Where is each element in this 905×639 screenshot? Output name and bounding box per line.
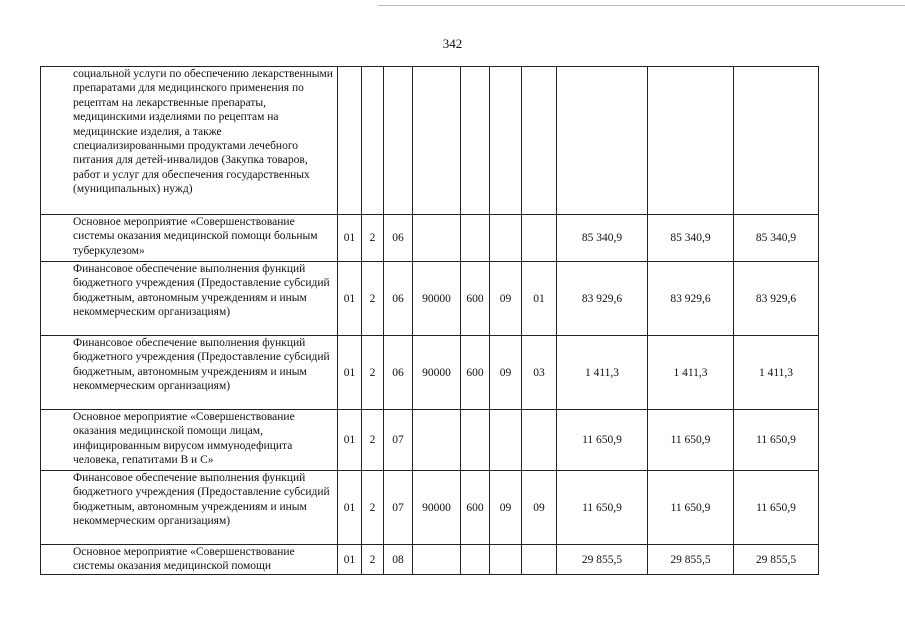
page-number: 342 <box>442 36 463 51</box>
code-subprogram: 2 <box>362 262 384 336</box>
code-expense-type <box>461 215 490 262</box>
amount-year-1: 11 650,9 <box>557 410 648 471</box>
code-section <box>490 67 522 215</box>
code-subsection <box>522 410 557 471</box>
amount-year-1: 85 340,9 <box>557 215 648 262</box>
row-description: Основное мероприятие «Совершенствование оказания медицинской помощи лицам, инфицированным вирусом иммунодефицита человека, гепатитами В и С» <box>41 410 338 471</box>
amount-year-2: 29 855,5 <box>648 545 734 575</box>
code-subsection: 01 <box>522 262 557 336</box>
amount-year-2: 11 650,9 <box>648 410 734 471</box>
amount-year-3 <box>734 67 819 215</box>
code-subprogram: 2 <box>362 336 384 410</box>
code-program: 01 <box>338 262 362 336</box>
amount-year-2: 85 340,9 <box>648 215 734 262</box>
amount-year-3: 11 650,9 <box>734 471 819 545</box>
table-row <box>41 545 819 575</box>
code-expense-type <box>461 410 490 471</box>
code-subprogram: 2 <box>362 545 384 575</box>
code-event: 08 <box>384 545 413 575</box>
code-subsection: 09 <box>522 471 557 545</box>
code-subprogram: 2 <box>362 471 384 545</box>
row-description: Основное мероприятие «Совершенствование системы оказания медицинской помощи <box>41 545 338 575</box>
code-subprogram <box>362 67 384 215</box>
row-description: Финансовое обеспечение выполнения функций бюджетного учреждения (Предоставление субсидий бюджетным, автономным учреждениям и иным некоммерческим организациям) <box>41 336 338 410</box>
code-event: 06 <box>384 262 413 336</box>
code-expense-type <box>461 67 490 215</box>
code-subprogram: 2 <box>362 410 384 471</box>
code-expense-type <box>461 545 490 575</box>
code-section <box>490 410 522 471</box>
code-expense-type: 600 <box>461 336 490 410</box>
code-event: 07 <box>384 410 413 471</box>
top-rule <box>378 5 905 6</box>
code-subsection <box>522 545 557 575</box>
code-direction <box>413 215 461 262</box>
code-direction: 90000 <box>413 262 461 336</box>
code-event: 07 <box>384 471 413 545</box>
amount-year-1: 1 411,3 <box>557 336 648 410</box>
code-direction <box>413 67 461 215</box>
row-description: Финансовое обеспечение выполнения функций бюджетного учреждения (Предоставление субсидий бюджетным, автономным учреждениям и иным некоммерческим организациям) <box>41 262 338 336</box>
code-direction <box>413 545 461 575</box>
amount-year-2: 11 650,9 <box>648 471 734 545</box>
amount-year-1: 11 650,9 <box>557 471 648 545</box>
code-program: 01 <box>338 545 362 575</box>
row-description: Финансовое обеспечение выполнения функций бюджетного учреждения (Предоставление субсидий бюджетным, автономным учреждениям и иным некоммерческим организациям) <box>41 471 338 545</box>
table-row <box>41 336 819 410</box>
amount-year-1: 29 855,5 <box>557 545 648 575</box>
amount-year-3: 11 650,9 <box>734 410 819 471</box>
code-program: 01 <box>338 336 362 410</box>
code-subsection <box>522 67 557 215</box>
code-subprogram: 2 <box>362 215 384 262</box>
code-expense-type: 600 <box>461 471 490 545</box>
code-event <box>384 67 413 215</box>
code-direction: 90000 <box>413 471 461 545</box>
amount-year-1 <box>557 67 648 215</box>
code-expense-type: 600 <box>461 262 490 336</box>
amount-year-3: 85 340,9 <box>734 215 819 262</box>
code-program: 01 <box>338 215 362 262</box>
code-section: 09 <box>490 471 522 545</box>
table-row <box>41 67 819 215</box>
amount-year-2 <box>648 67 734 215</box>
amount-year-3: 1 411,3 <box>734 336 819 410</box>
amount-year-3: 83 929,6 <box>734 262 819 336</box>
code-subsection: 03 <box>522 336 557 410</box>
table-row <box>41 215 819 262</box>
budget-table <box>40 66 819 575</box>
code-program: 01 <box>338 410 362 471</box>
row-description: социальной услуги по обеспечению лекарственными препаратами для медицинского применения по рецептам на лекарственные препараты, медицинскими изделиями по рецептам на медицинские изделия, а также специализированными продуктами лечебного питания для детей-инвалидов (Закупка товаров, работ и услуг для обеспечения государственных (муниципальных) нужд) <box>41 67 338 215</box>
code-direction <box>413 410 461 471</box>
code-subsection <box>522 215 557 262</box>
amount-year-2: 1 411,3 <box>648 336 734 410</box>
code-section: 09 <box>490 262 522 336</box>
code-program <box>338 67 362 215</box>
row-description: Основное мероприятие «Совершенствование системы оказания медицинской помощи больным туберкулезом» <box>41 215 338 262</box>
code-event: 06 <box>384 336 413 410</box>
code-direction: 90000 <box>413 336 461 410</box>
table-row <box>41 471 819 545</box>
code-section: 09 <box>490 336 522 410</box>
amount-year-1: 83 929,6 <box>557 262 648 336</box>
code-section <box>490 215 522 262</box>
code-section <box>490 545 522 575</box>
code-program: 01 <box>338 471 362 545</box>
table-row <box>41 262 819 336</box>
code-event: 06 <box>384 215 413 262</box>
table-row <box>41 410 819 471</box>
amount-year-3: 29 855,5 <box>734 545 819 575</box>
amount-year-2: 83 929,6 <box>648 262 734 336</box>
